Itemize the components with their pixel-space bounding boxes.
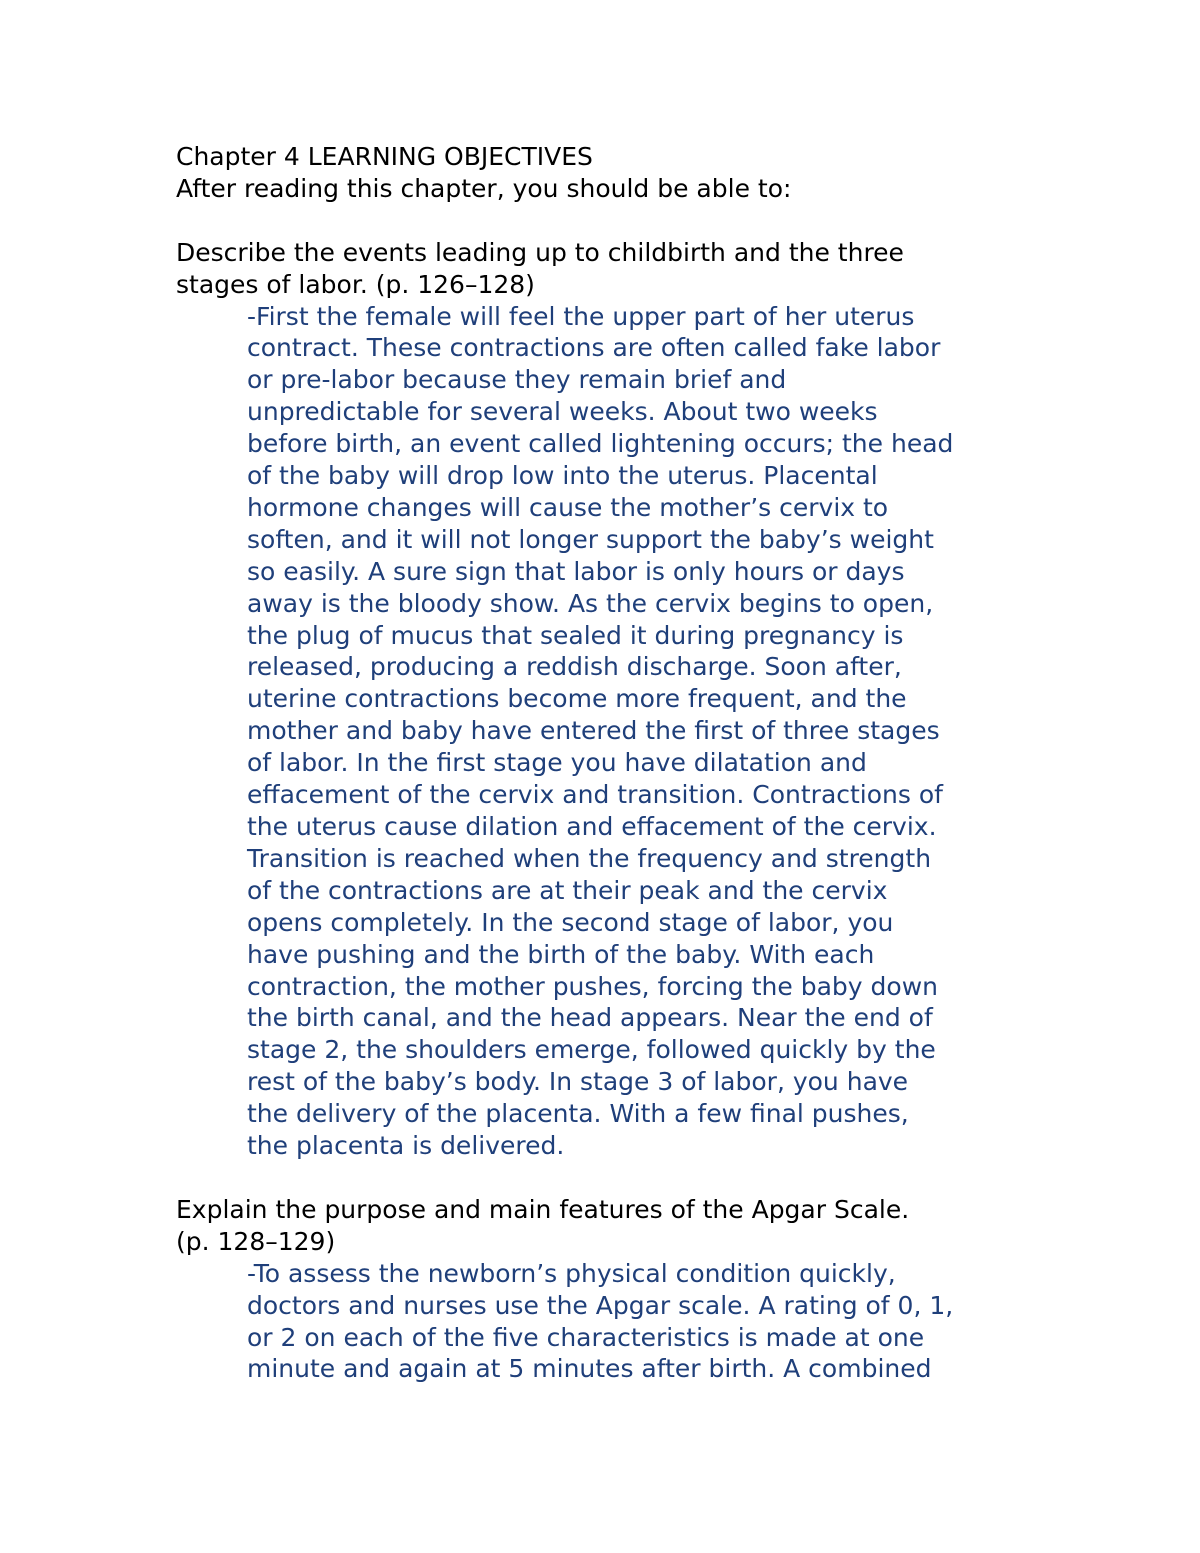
objective-labor-stages xyxy=(176,237,1036,1162)
document-body xyxy=(176,141,1036,1385)
answer-line: the plug of mucus that sealed it during pregnancy is xyxy=(247,620,904,650)
answer-line: before birth, an event called lightening occurs; the head xyxy=(247,429,954,459)
answer-line: the placenta is delivered. xyxy=(247,1131,565,1161)
answer-line: the birth canal, and the head appears. Near the end of xyxy=(247,1003,933,1033)
answer-line: soften, and it will not longer support the baby’s weight xyxy=(247,524,934,554)
answer-line: stage 2, the shoulders emerge, followed quickly by the xyxy=(247,1035,936,1065)
objective-answer xyxy=(247,301,1036,1162)
spacer xyxy=(176,1162,1036,1194)
answer-line: released, producing a reddish discharge. Soon after, xyxy=(247,652,902,682)
answer-line: opens completely. In the second stage of labor, you xyxy=(247,907,894,937)
question-line: stages of labor. (p. 126–128) xyxy=(176,269,535,299)
objective-apgar-scale xyxy=(176,1194,1036,1385)
objective-answer xyxy=(247,1258,1036,1386)
answer-line: -First the female will feel the upper part of her uterus xyxy=(247,301,915,331)
answer-line: the delivery of the placenta. With a few final pushes, xyxy=(247,1099,909,1129)
answer-line: rest of the baby’s body. In stage 3 of labor, you have xyxy=(247,1067,909,1097)
answer-line: away is the bloody show. As the cervix begins to open, xyxy=(247,588,934,618)
answer-line: minute and again at 5 minutes after birth. A combined xyxy=(247,1354,932,1384)
answer-line: uterine contractions become more frequent, and the xyxy=(247,684,907,714)
answer-line: or 2 on each of the five characteristics is made at one xyxy=(247,1322,925,1352)
answer-line: contract. These contractions are often called fake labor xyxy=(247,333,941,363)
answer-line: so easily. A sure sign that labor is only hours or days xyxy=(247,556,905,586)
objective-question xyxy=(176,237,1036,301)
answer-line: Transition is reached when the frequency and strength xyxy=(247,843,932,873)
answer-line: of the baby will drop low into the uterus. Placental xyxy=(247,461,878,491)
answer-line: effacement of the cervix and transition. Contractions of xyxy=(247,780,943,810)
spacer xyxy=(176,205,1036,237)
answer-line: mother and baby have entered the first of three stages xyxy=(247,716,940,746)
answer-line: unpredictable for several weeks. About two weeks xyxy=(247,397,878,427)
chapter-intro: After reading this chapter, you should be able to: xyxy=(176,173,792,203)
answer-line: the uterus cause dilation and effacement of the cervix. xyxy=(247,812,937,842)
answer-line: doctors and nurses use the Apgar scale. A rating of 0, 1, xyxy=(247,1290,954,1320)
question-line: Describe the events leading up to childbirth and the three xyxy=(176,237,904,267)
answer-line: of labor. In the first stage you have dilatation and xyxy=(247,748,867,778)
answer-line: hormone changes will cause the mother’s cervix to xyxy=(247,492,889,522)
chapter-heading xyxy=(176,141,1036,205)
answer-line: of the contractions are at their peak and the cervix xyxy=(247,875,888,905)
chapter-title: Chapter 4 LEARNING OBJECTIVES xyxy=(176,142,593,171)
question-line: (p. 128–129) xyxy=(176,1226,336,1256)
answer-line: or pre-labor because they remain brief and xyxy=(247,365,787,395)
answer-line: have pushing and the birth of the baby. With each xyxy=(247,939,875,969)
question-line: Explain the purpose and main features of the Apgar Scale. xyxy=(176,1194,910,1224)
objective-question xyxy=(176,1194,1036,1258)
answer-line: -To assess the newborn’s physical condition quickly, xyxy=(247,1258,896,1288)
answer-line: contraction, the mother pushes, forcing the baby down xyxy=(247,971,938,1001)
